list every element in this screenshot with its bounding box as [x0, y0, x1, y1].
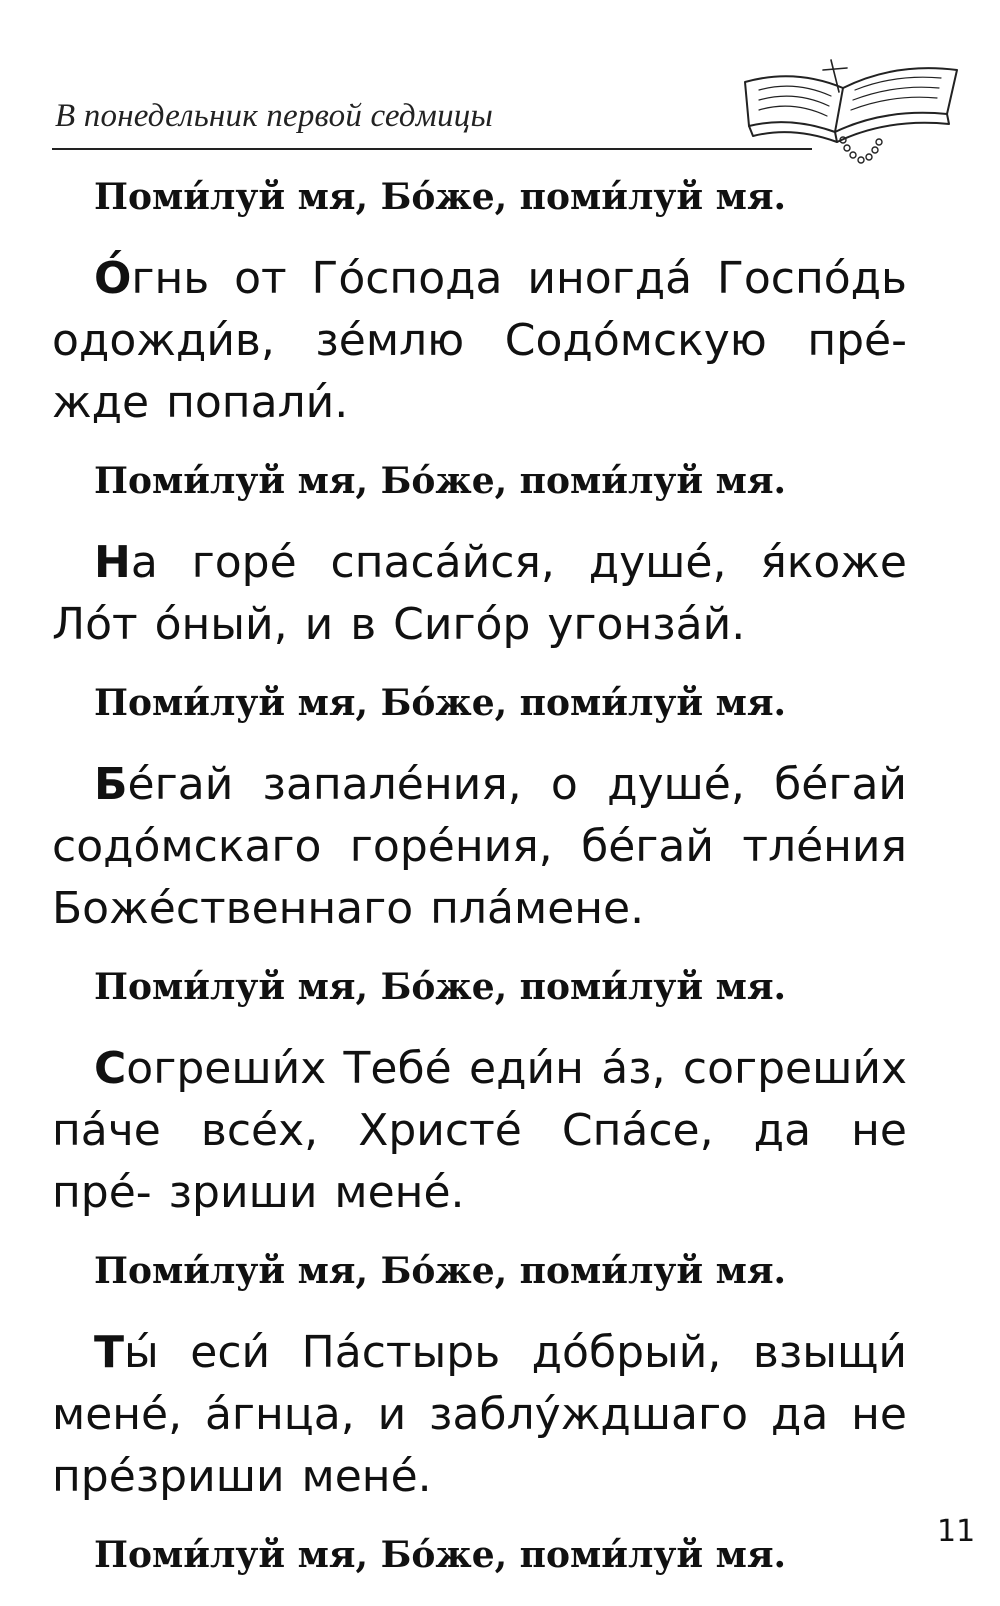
- verse-line: ы́ еси́ Па́стырь до́брый, взыщи́: [124, 1327, 907, 1378]
- open-book-with-rosary-icon: [735, 40, 970, 170]
- verse-initial-letter: Б: [94, 759, 128, 810]
- verse-paragraph: [52, 754, 907, 940]
- verse-paragraph: [52, 1038, 907, 1224]
- verse-line: зриши мене́.: [168, 1167, 465, 1218]
- verse-line: па́че все́х, Христе́ Спа́се, да не пре́-: [52, 1105, 907, 1218]
- refrain-line: Поми́луй мя, Бо́же, поми́луй мя.: [94, 682, 787, 724]
- refrain-line: Поми́луй мя, Бо́же, поми́луй мя.: [94, 460, 787, 502]
- refrain-line: Поми́луй мя, Бо́же, поми́луй мя.: [94, 1250, 787, 1292]
- header-rule: [52, 148, 812, 150]
- prayer-text: [52, 172, 907, 1606]
- verse-initial-letter: С: [94, 1043, 127, 1094]
- verse-line: а горе́ спаса́йся, душе́, я́коже: [130, 537, 907, 588]
- verse-paragraph: [52, 532, 907, 656]
- verse-line: е́гай запале́ния, о душе́, бе́гай: [127, 759, 907, 810]
- verse-line: содо́мскаго горе́ния, бе́гай тле́ния: [52, 821, 907, 872]
- running-header-title: В понедельник первой седмицы: [55, 98, 494, 134]
- verse-initial-letter: Т: [94, 1327, 125, 1378]
- verse-paragraph: [52, 1322, 907, 1508]
- verse-line: гнь от Го́спода иногда́ Госпо́дь: [131, 253, 907, 304]
- refrain-line: Поми́луй мя, Бо́же, поми́луй мя.: [94, 1534, 787, 1576]
- verse-line: Ло́т о́ный, и в Сиго́р угонза́й.: [52, 599, 746, 650]
- verse-initial-letter: Н: [94, 537, 131, 588]
- refrain-line: Поми́луй мя, Бо́же, поми́луй мя.: [94, 966, 787, 1008]
- page-number: 11: [937, 1514, 976, 1549]
- verse-line: одожди́в, зе́млю Содо́мскую пре́-: [52, 315, 907, 366]
- verse-line: пре́зриши мене́.: [52, 1451, 432, 1502]
- verse-line: огреши́х Тебе́ еди́н а́з, согреши́х: [126, 1043, 907, 1094]
- verse-initial-letter: О́: [94, 253, 132, 304]
- verse-line: жде попали́.: [52, 377, 349, 428]
- refrain-line: Поми́луй мя, Бо́же, поми́луй мя.: [94, 176, 787, 218]
- verse-line: Боже́ственнаго пла́мене.: [52, 883, 645, 934]
- verse-line: мене́, а́гнца, и заблу́ждшаго да не: [52, 1389, 907, 1440]
- verse-paragraph: [52, 248, 907, 434]
